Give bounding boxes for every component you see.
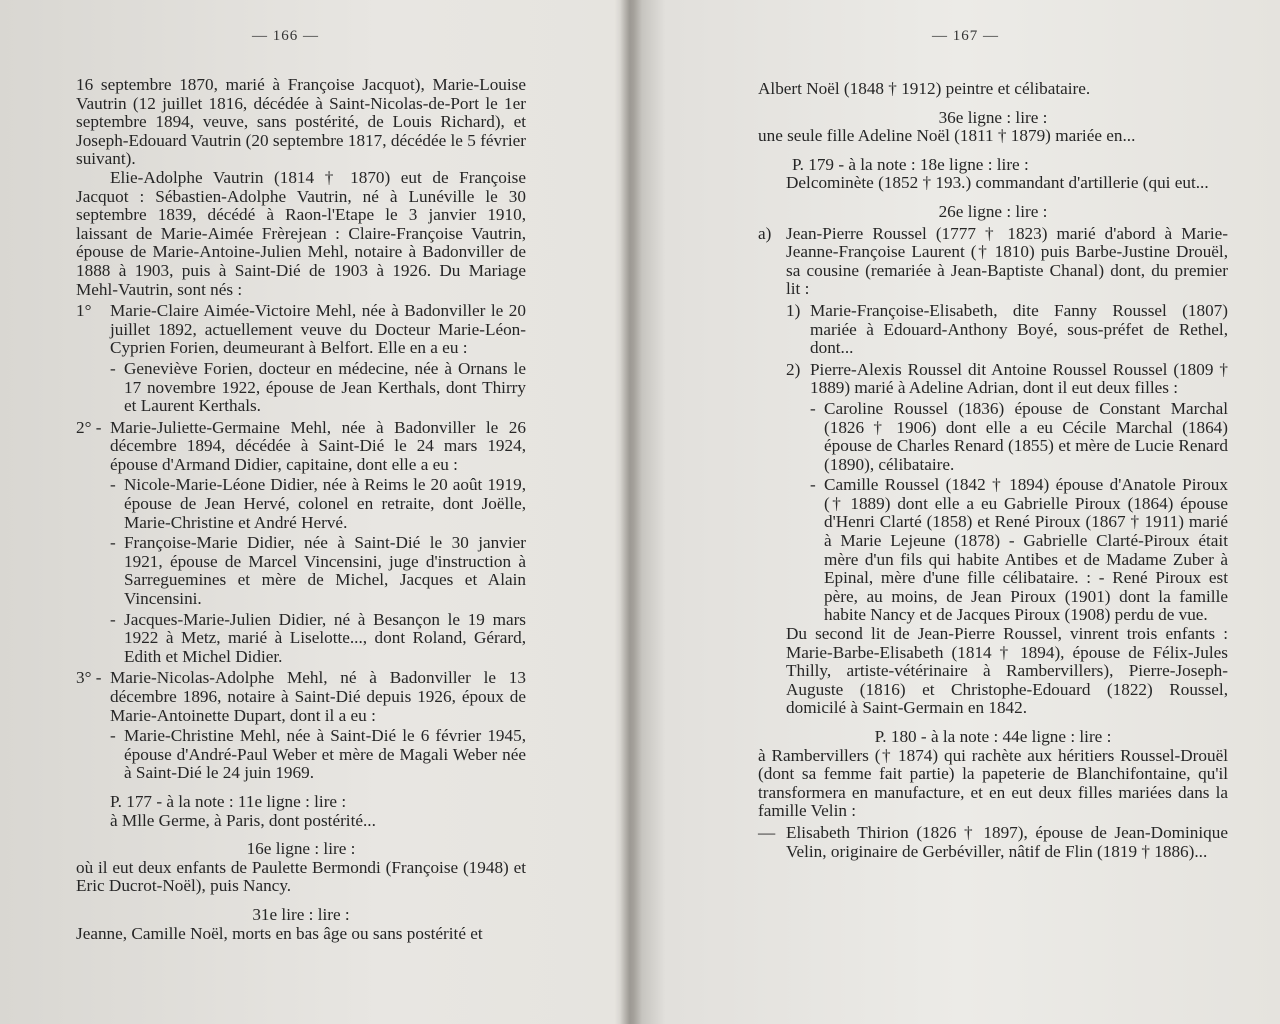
sub-item: - Camille Roussel (1842 † 1894) épouse d'Anatole Piroux († 1889) dont elle a eu Gabrielle Piroux (1864) épouse d'Henri Clarté (1858) et René Piroux (1867 † 1911) marié à Marie Lejeune (1878) - Gabrielle Clarté-Piroux était mère d'un fils qui habite Antibes et de Madame Zuber à Epinal, mère d'une fille célibataire. : - René Piroux est père, au moins, de Jean Piroux (1901) dont la famille habite Nancy et de Jacques Piroux (1908) perdu de vue.: [810, 475, 1228, 625]
item-number: 1°: [76, 301, 92, 321]
page-text: [76, 76, 526, 943]
correction-heading: P. 179 - à la note : 18e ligne : lire :: [792, 154, 1029, 174]
correction-heading: 26e ligne : lire :: [938, 201, 1048, 221]
page-number: — 166 —: [252, 28, 319, 44]
sub-item: - Françoise-Marie Didier, née à Saint-Dié le 30 janvier 1921, épouse de Marcel Vincensini, juge d'instruction à Sarreguemines et mère de Michel, Jacques et Alain Vincensini.: [110, 533, 526, 609]
list-item: [758, 225, 1228, 299]
paragraph: à Rambervillers († 1874) qui rachète aux héritiers Roussel-Drouël (dont sa femme fait partie) la papeterie de Blanchifontaine, qu'il transformera en manufacture, et en eut deux filles mariées dans la famille Velin :: [758, 745, 1228, 821]
item-text: Marie-Nicolas-Adolphe Mehl, né à Badonviller le 13 décembre 1896, notaire à Saint-Dié depuis 1926, époux de Marie-Antoinette Dupart, dont il a eu :: [110, 668, 526, 725]
paragraph: Jeanne, Camille Noël, morts en bas âge ou sans postérité et: [76, 923, 483, 943]
sub-item-text: Jacques-Marie-Julien Didier, né à Besançon le 19 mars 1922 à Metz, marié à Liselotte..., dont Roland, Gérard, Edith et Michel Didier.: [124, 609, 526, 666]
sub-item: - Geneviève Forien, docteur en médecine, née à Ornans le 17 novembre 1922, épouse de Jean Kerthals, dont Thirry et Laurent Kerthals.: [110, 358, 526, 416]
sub-item-text: Françoise-Marie Didier, née à Saint-Dié le 30 janvier 1921, épouse de Marcel Vincensini, juge d'instruction à Sarreguemines et mère de Michel, Jacques et Alain Vincensini.: [124, 533, 526, 609]
item-text: Pierre-Alexis Roussel dit Antoine Roussel Roussel (1809 † 1889) marié à Adeline Adrian, dont il eut deux filles :: [810, 359, 1228, 398]
paragraph: une seule fille Adeline Noël (1811 † 1879) mariée en...: [758, 126, 1136, 146]
paragraph: où il eut deux enfants de Paulette Bermondi (Françoise (1948) et Eric Ducrot-Noël), puis Nancy.: [76, 857, 526, 896]
item-number: 3° -: [76, 668, 102, 688]
sub-item-text: Camille Roussel (1842 † 1894) épouse d'Anatole Piroux († 1889) dont elle a eu Gabrielle Piroux (1864) épouse d'Henri Clarté (1858) et René Piroux (1867 † 1911) marié à Marie Lejeune (1878) - Gabrielle Clarté-Piroux était mère d'un fils qui habite Antibes et de Madame Zuber à Epinal, mère d'une fille célibataire. : - René Piroux est père, au moins, de Jean Piroux (1901) dont la famille habite Nancy et de Jacques Piroux (1908) perdu de vue.: [824, 475, 1228, 625]
correction-heading: P. 177 - à la note : 11e ligne : lire :: [110, 791, 347, 811]
item-number: —: [758, 822, 776, 842]
right-page: [640, 0, 1280, 1024]
item-text: Marie-Claire Aimée-Victoire Mehl, née à Badonviller le 20 juillet 1892, actuellement veuve du Docteur Marie-Léon-Cyprien Forien, deumeurant à Belfort. Elle en a eu :: [110, 301, 526, 358]
paragraph: 16 septembre 1870, marié à Françoise Jacquot), Marie-Louise Vautrin (12 juillet 1816, décédée à Saint-Nicolas-de-Port le 1er septembre 1894, veuve, sans postérité, de Louis Richard), et Joseph-Edouard Vautrin (20 septembre 1817, décédée le 5 février suivant).: [76, 75, 526, 169]
page-text: [758, 80, 1228, 861]
sub-item-text: Nicole-Marie-Léone Didier, née à Reims le 20 août 1919, épouse de Jean Hervé, colonel en retraite, dont Joëlle, Marie-Christine et André Hervé.: [124, 475, 526, 532]
paragraph: à Mlle Germe, à Paris, dont postérité...: [110, 810, 376, 830]
list-item: [786, 302, 1228, 358]
left-page: [0, 0, 625, 1024]
list-item: [76, 419, 526, 475]
correction-heading: P. 180 - à la note : 44e ligne : lire :: [874, 727, 1112, 746]
sub-item-text: Marie-Christine Mehl, née à Saint-Dié le 6 février 1945, épouse d'André-Paul Weber et mère de Magali Weber née à Saint-Dié le 24 juin 1969.: [124, 726, 526, 783]
list-item: [758, 824, 1228, 861]
paragraph: Elie-Adolphe Vautrin (1814 † 1870) eut de Françoise Jacquot : Sébastien-Adolphe Vautrin, né à Lunéville le 30 septembre 1839, décédé à Raon-l'Etape le 3 janvier 1910, laissant de Marie-Aimée Frèrejean : Claire-Françoise Vautrin, épouse de Marie-Antoine-Julien Mehl, notaire à Badonviller de 1888 à 1903, puis à Saint-Dié de 1903 à 1926. Du Mariage Mehl-Vautrin, sont nés :: [76, 167, 526, 299]
sub-item: - Marie-Christine Mehl, née à Saint-Dié le 6 février 1945, épouse d'André-Paul Weber et mère de Magali Weber née à Saint-Dié le 24 juin 1969.: [110, 726, 526, 783]
item-text: Marie-Juliette-Germaine Mehl, née à Badonviller le 26 décembre 1894, décédée à Saint-Dié le 24 mars 1924, épouse d'Armand Didier, capitaine, dont elle a eu :: [110, 417, 526, 474]
item-text: Marie-Françoise-Elisabeth, dite Fanny Roussel (1807) mariée à Edouard-Anthony Boyé, sous-préfet de Rethel, dont...: [810, 300, 1228, 358]
sub-item: - Jacques-Marie-Julien Didier, né à Besançon le 19 mars 1922 à Metz, marié à Liselotte..., dont Roland, Gérard, Edith et Michel Didier.: [110, 609, 526, 666]
item-number: 2): [786, 359, 801, 379]
paragraph: Du second lit de Jean-Pierre Roussel, vinrent trois enfants : Marie-Barbe-Elisabeth (1814 † 1894), épouse de Félix-Jules Thilly, artiste-vétérinaire à Rambervillers), Pierre-Joseph-Auguste (1816) et Christophe-Edouard (1822) Roussel, domicilé à Saint-Germain en 1842.: [786, 624, 1228, 718]
item-number: 1): [786, 300, 801, 320]
sub-item: - Nicole-Marie-Léone Didier, née à Reims le 20 août 1919, épouse de Jean Hervé, colonel en retraite, dont Joëlle, Marie-Christine et André Hervé.: [110, 475, 526, 532]
paragraph: Delcominète (1852 † 193.) commandant d'artillerie (qui eut...: [786, 173, 1209, 193]
sub-item-text: Geneviève Forien, docteur en médecine, née à Ornans le 17 novembre 1922, épouse de Jean Kerthals, dont Thirry et Laurent Kerthals.: [124, 358, 526, 416]
paragraph: Albert Noël (1848 † 1912) peintre et célibataire.: [758, 79, 1091, 98]
item-text: Jean-Pierre Roussel (1777 † 1823) marié d'abord à Marie-Jeanne-Françoise Laurent († 1810) puis Barbe-Justine Drouël, sa cousine (remariée à Jean-Baptiste Chanal) dont, du premier lit :: [786, 223, 1228, 299]
list-item: [786, 361, 1228, 398]
sub-item-text: Caroline Roussel (1836) épouse de Constant Marchal (1826 † 1906) dont elle a eu Cécile Marchal (1864) épouse de Charles Renard (1855) et mère de Lucie Renard (1890), célibataire.: [824, 398, 1228, 474]
item-text: Elisabeth Thirion (1826 † 1897), épouse de Jean-Dominique Velin, originaire de Gerbéviller, nâtif de Flin (1819 † 1886)...: [786, 822, 1228, 861]
list-item: [76, 302, 526, 358]
page-number: — 167 —: [932, 28, 999, 44]
correction-heading: 16e ligne : lire :: [246, 839, 356, 859]
correction-heading: 31e lire : lire :: [252, 904, 350, 924]
correction-heading: 36e ligne : lire :: [938, 107, 1048, 127]
item-number: 2° -: [76, 417, 102, 437]
list-item: [76, 669, 526, 725]
item-number: a): [758, 223, 772, 243]
sub-item: - Caroline Roussel (1836) épouse de Constant Marchal (1826 † 1906) dont elle a eu Cécile Marchal (1864) épouse de Charles Renard (1855) et mère de Lucie Renard (1890), célibataire.: [810, 398, 1228, 474]
